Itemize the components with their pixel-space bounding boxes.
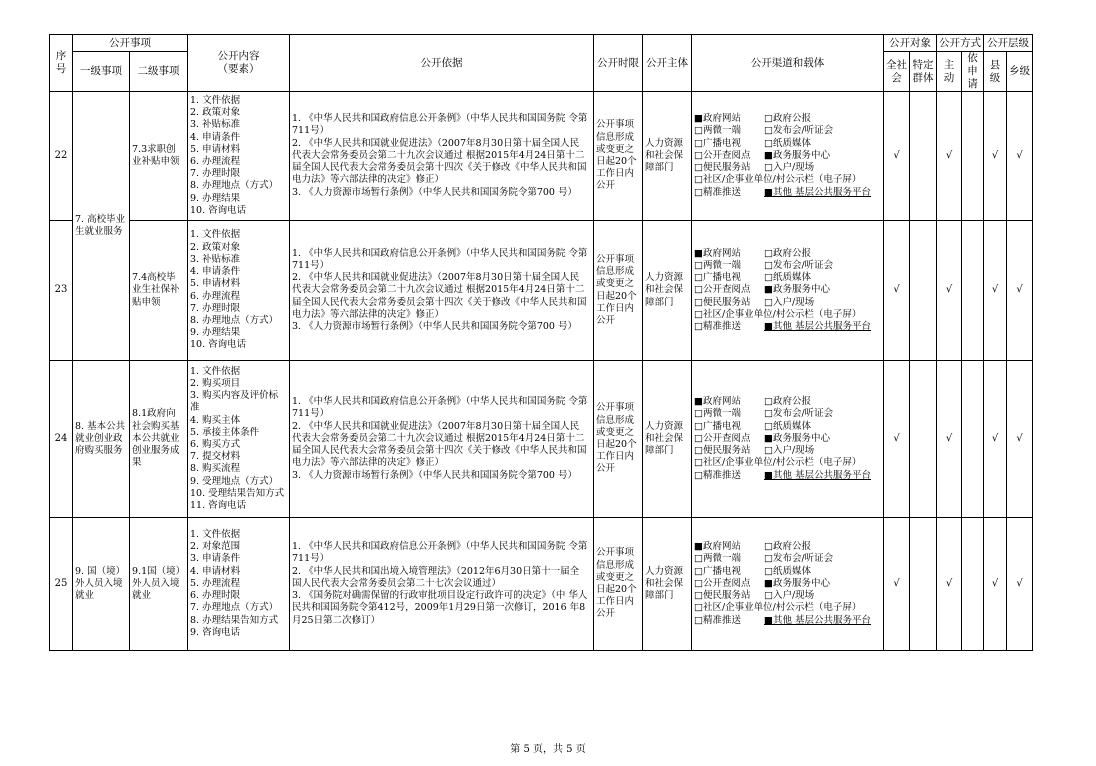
content-item: 7. 办理时限 xyxy=(190,302,241,314)
channel-item: □广播电视 xyxy=(694,272,741,284)
check-method-request xyxy=(962,221,984,361)
channel-item: □两微一端 xyxy=(694,408,741,420)
channel-item: □公开查阅点 xyxy=(694,149,751,161)
check-level-town: √ xyxy=(1007,361,1033,518)
channel-item: ■其他 基层公共服务平台 xyxy=(764,186,871,198)
row-level2: 8.1政府向社会购买基本公共就业创业服务成果 xyxy=(130,361,188,518)
check-level-county: √ xyxy=(984,221,1007,361)
row-content xyxy=(188,221,290,361)
row-level2: 9.1国（境）外人员入境就业 xyxy=(130,518,188,651)
content-item: 3. 补贴标准 xyxy=(190,119,241,131)
basis-item: 1. 《中华人民共和国政府信息公开条例》（中华人民共和国国务院 令第711号） xyxy=(292,247,588,271)
content-item: 4. 申请条件 xyxy=(190,266,241,278)
content-item: 7. 办理地点（方式） xyxy=(190,602,279,614)
channel-item: □公开查阅点 xyxy=(694,432,751,444)
row-content xyxy=(188,518,290,651)
row-level1: 7. 高校毕业生就业服务 xyxy=(73,92,130,361)
row-timelimit: 公开事项信息形成或变更之日起20个工作日内公开 xyxy=(594,221,643,361)
channel-item: □入户/现场 xyxy=(764,445,815,457)
header-basis: 公开依据 xyxy=(290,35,594,92)
header-method-active: 主动 xyxy=(937,52,962,92)
content-item: 1. 文件依据 xyxy=(190,94,241,106)
channel-item: □精准推送 xyxy=(694,186,741,198)
header-level-town: 乡级 xyxy=(1007,52,1033,92)
channel-item: ■政府网站 xyxy=(694,247,741,259)
header-content-line1: 公开内容 xyxy=(217,50,260,62)
row-channels xyxy=(692,92,884,221)
basis-item: 2. 《中华人民共和国就业促进法》（2007年8月30日第十届全国人民 代表大会常务委员会第二十九次会议通过 根据2015年4月24日第十二届全国人民代表大会常务委员会第十四次《关于修改《中华人民共和国电力法》等六部法律的决定》修正） xyxy=(292,420,587,469)
header-subject: 公开主体 xyxy=(643,35,692,92)
row-basis xyxy=(290,221,594,361)
row-timelimit: 公开事项信息形成或变更之日起20个工作日内公开 xyxy=(594,92,643,221)
check-target-all: √ xyxy=(884,92,910,221)
channel-item: □两微一端 xyxy=(694,259,741,271)
channel-item: ■政府网站 xyxy=(694,541,741,553)
channel-item: ■政府网站 xyxy=(694,396,741,408)
check-level-county: √ xyxy=(984,92,1007,221)
channel-item: ■政务服务中心 xyxy=(764,149,830,161)
channel-item: □发布会/听证会 xyxy=(764,553,834,565)
check-target-all: √ xyxy=(884,221,910,361)
content-item: 4. 购买主体 xyxy=(190,414,241,426)
channel-item: □便民服务站 xyxy=(694,445,751,457)
content-item: 2. 政策对象 xyxy=(190,241,241,253)
header-level-county: 县级 xyxy=(984,52,1007,92)
row-timelimit: 公开事项信息形成或变更之日起20个工作日内公开 xyxy=(594,518,643,651)
row-seq: 24 xyxy=(50,361,73,518)
channel-item: ■政府网站 xyxy=(694,113,741,125)
check-method-request xyxy=(962,361,984,518)
channel-item: □纸质媒体 xyxy=(764,137,811,149)
content-item: 1. 文件依据 xyxy=(190,229,241,241)
content-item: 5. 申请材料 xyxy=(190,143,241,155)
check-level-county: √ xyxy=(984,518,1007,651)
table-row xyxy=(50,92,1033,221)
header-timelimit: 公开时限 xyxy=(594,35,643,92)
basis-item: 1. 《中华人民共和国政府信息公开条例》（中华人民共和国国务院 令第711号） xyxy=(292,396,588,420)
check-method-request xyxy=(962,92,984,221)
channel-item: □两微一端 xyxy=(694,553,741,565)
channel-item: □入户/现场 xyxy=(764,162,815,174)
content-item: 5. 承接主体条件 xyxy=(190,426,260,438)
channel-item: □广播电视 xyxy=(694,137,741,149)
header-target-specific: 特定群体 xyxy=(910,52,937,92)
content-item: 8. 办理结果告知方式 xyxy=(190,614,279,626)
channel-item: □纸质媒体 xyxy=(764,565,811,577)
check-method-active: √ xyxy=(937,92,962,221)
row-level2: 7.3求职创业补贴申领 xyxy=(130,92,188,221)
row-subject: 人力资源和社会保障部门 xyxy=(643,92,692,221)
channel-item: □便民服务站 xyxy=(694,162,751,174)
content-item: 7. 办理时限 xyxy=(190,168,241,180)
basis-item: 3. 《人力资源市场暂行条例》（中华人民共和国国务院令第700 号） xyxy=(292,186,577,198)
header-level1: 一级事项 xyxy=(73,52,130,92)
content-item: 3. 补贴标准 xyxy=(190,253,241,265)
check-target-specific xyxy=(910,518,937,651)
check-target-specific xyxy=(910,361,937,518)
header-seq: 序号 xyxy=(50,35,73,92)
check-level-county: √ xyxy=(984,361,1007,518)
header-level2: 二级事项 xyxy=(130,52,188,92)
channel-item: □政府公报 xyxy=(764,396,811,408)
header-method: 公开方式 xyxy=(937,35,984,52)
header-target-all: 全社会 xyxy=(884,52,910,92)
content-item: 4. 申请条件 xyxy=(190,131,241,143)
content-item: 3. 购买内容及评价标准 xyxy=(190,390,279,414)
content-item: 5. 办理流程 xyxy=(190,577,241,589)
channel-item: □发布会/听证会 xyxy=(764,259,834,271)
content-item: 9. 办理结果 xyxy=(190,192,241,204)
content-item: 8. 购买流程 xyxy=(190,463,241,475)
row-channels xyxy=(692,221,884,361)
basis-item: 3. 《国务院对确需保留的行政审批项目设定行政许可的决定》（中 华人民共和国国务院令第412号，2009年1月29日第一次修订，2016 年8月25日第二次修订） xyxy=(292,590,588,626)
content-item: 9. 办理结果 xyxy=(190,327,241,339)
header-content xyxy=(188,35,290,92)
channel-item: ■其他 基层公共服务平台 xyxy=(764,321,871,332)
basis-item: 2. 《中华人民共和国就业促进法》（2007年8月30日第十届全国人民 代表大会常务委员会第二十九次会议通过 根据2015年4月24日第十二届全国人民代表大会常务委员会第十四次《关于修改《中华人民共和国电力法》等六部法律的决定》修正） xyxy=(292,137,587,186)
basis-item: 2. 《中华人民共和国就业促进法》（2007年8月30日第十届全国人民 代表大会常务委员会第二十九次会议通过 根据2015年4月24日第十二届全国人民代表大会常务委员会第十四次《关于修改《中华人民共和国电力法》等六部法律的决定》修正） xyxy=(292,272,587,320)
channel-item: □政府公报 xyxy=(764,541,811,553)
row-basis xyxy=(290,92,594,221)
check-level-town: √ xyxy=(1007,221,1033,361)
channel-item: □广播电视 xyxy=(694,420,741,432)
channel-item: □两微一端 xyxy=(694,125,741,137)
row-timelimit: 公开事项信息形成或变更之日起20个工作日内公开 xyxy=(594,361,643,518)
channel-item: □发布会/听证会 xyxy=(764,125,834,137)
content-item: 5. 申请材料 xyxy=(190,278,241,290)
content-item: 6. 办理流程 xyxy=(190,156,241,167)
basis-item: 3. 《人力资源市场暂行条例》（中华人民共和国国务院令第700 号） xyxy=(292,469,577,481)
channel-item: ■政务服务中心 xyxy=(764,432,830,444)
channel-item: ■其他 基层公共服务平台 xyxy=(764,614,871,626)
channel-item: □发布会/听证会 xyxy=(764,408,834,420)
check-level-town: √ xyxy=(1007,518,1033,651)
row-subject: 人力资源和社会保障部门 xyxy=(643,518,692,651)
header-content-line2: （要素） xyxy=(217,63,260,75)
channel-item: □广播电视 xyxy=(694,565,741,577)
channel-item: □政府公报 xyxy=(764,247,811,259)
content-item: 6. 购买方式 xyxy=(190,439,241,450)
content-item: 10. 咨询电话 xyxy=(190,204,247,216)
channel-item: □政府公报 xyxy=(764,113,811,125)
check-method-active: √ xyxy=(937,221,962,361)
check-level-town: √ xyxy=(1007,92,1033,221)
row-level1: 9. 国（境）外人员入境就业 xyxy=(73,518,130,651)
content-item: 6. 办理时限 xyxy=(190,590,241,602)
table-row xyxy=(50,221,1033,361)
header-method-request: 依申请 xyxy=(962,52,984,92)
channel-item: □入户/现场 xyxy=(764,590,815,602)
row-subject: 人力资源和社会保障部门 xyxy=(643,221,692,361)
row-content xyxy=(188,361,290,518)
content-item: 10. 受理结果告知方式 xyxy=(190,487,285,499)
basis-item: 2. 《中华人民共和国出境入境管理法》（2012年6月30日第十一届全 国人民代表大会常务委员会第二十七次会议通过） xyxy=(292,565,580,589)
check-target-all: √ xyxy=(884,518,910,651)
header-matters: 公开事项 xyxy=(73,35,188,52)
content-item: 3. 申请条件 xyxy=(190,553,241,565)
channel-item: □社区/企事业单位/村公示栏（电子屏） xyxy=(694,174,862,186)
channel-item: □精准推送 xyxy=(694,614,741,626)
content-item: 2. 政策对象 xyxy=(190,107,241,119)
row-seq: 25 xyxy=(50,518,73,651)
row-channels xyxy=(692,361,884,518)
check-target-specific xyxy=(910,92,937,221)
channel-item: □公开查阅点 xyxy=(694,577,751,589)
check-method-request xyxy=(962,518,984,651)
channel-item: □纸质媒体 xyxy=(764,420,811,432)
content-item: 7. 提交材料 xyxy=(190,451,241,463)
channel-item: □公开查阅点 xyxy=(694,284,751,296)
row-channels xyxy=(692,518,884,651)
content-item: 9. 受理地点（方式） xyxy=(190,475,279,487)
channel-item: ■其他 基层公共服务平台 xyxy=(764,469,871,481)
content-item: 6. 办理流程 xyxy=(190,290,241,302)
check-target-all: √ xyxy=(884,361,910,518)
row-seq: 23 xyxy=(50,221,73,361)
basis-item: 1. 《中华人民共和国政府信息公开条例》（中华人民共和国国务院 令第711号） xyxy=(292,113,588,137)
content-item: 2. 对象范围 xyxy=(190,541,241,553)
content-item: 4. 申请材料 xyxy=(190,565,241,577)
header-channels: 公开渠道和载体 xyxy=(692,35,884,92)
row-seq: 22 xyxy=(50,92,73,221)
check-method-active: √ xyxy=(937,361,962,518)
content-item: 2. 购买项目 xyxy=(190,377,241,389)
content-item: 11. 咨询电话 xyxy=(190,500,247,512)
channel-item: □便民服务站 xyxy=(694,590,751,602)
content-item: 9. 咨询电话 xyxy=(190,626,241,638)
basis-item: 1. 《中华人民共和国政府信息公开条例》（中华人民共和国国务院 令第711号） xyxy=(292,541,588,565)
channel-item: □精准推送 xyxy=(694,469,741,481)
basis-item: 3. 《人力资源市场暂行条例》（中华人民共和国国务院令第700 号） xyxy=(292,321,577,332)
table-row xyxy=(50,361,1033,518)
channel-item: □精准推送 xyxy=(694,321,741,332)
content-item: 8. 办理地点（方式） xyxy=(190,314,279,326)
content-item: 1. 文件依据 xyxy=(190,529,241,541)
header-level: 公开层级 xyxy=(984,35,1033,52)
table-row xyxy=(50,518,1033,651)
row-basis xyxy=(290,518,594,651)
channel-item: ■政务服务中心 xyxy=(764,577,830,589)
content-item: 10. 咨询电话 xyxy=(190,339,247,351)
channel-item: □入户/现场 xyxy=(764,296,815,308)
disclosure-table xyxy=(49,34,1033,651)
channel-item: ■政务服务中心 xyxy=(764,284,830,296)
row-content xyxy=(188,92,290,221)
channel-item: □社区/企事业单位/村公示栏（电子屏） xyxy=(694,457,862,469)
row-level2: 7.4高校毕业生社保补贴申领 xyxy=(130,221,188,361)
content-item: 8. 办理地点（方式） xyxy=(190,180,279,192)
row-level1: 8. 基本公共就业创业政府购买服务 xyxy=(73,361,130,518)
header-target: 公开对象 xyxy=(884,35,937,52)
check-method-active: √ xyxy=(937,518,962,651)
channel-item: □纸质媒体 xyxy=(764,272,811,284)
channel-item: □社区/企事业单位/村公示栏（电子屏） xyxy=(694,602,862,614)
page-footer: 第 5 页，共 5 页 xyxy=(510,744,586,755)
content-item: 1. 文件依据 xyxy=(190,365,241,377)
row-subject: 人力资源和社会保障部门 xyxy=(643,361,692,518)
row-basis xyxy=(290,361,594,518)
check-target-specific xyxy=(910,221,937,361)
channel-item: □社区/企事业单位/村公示栏（电子屏） xyxy=(694,308,862,320)
channel-item: □便民服务站 xyxy=(694,296,751,308)
